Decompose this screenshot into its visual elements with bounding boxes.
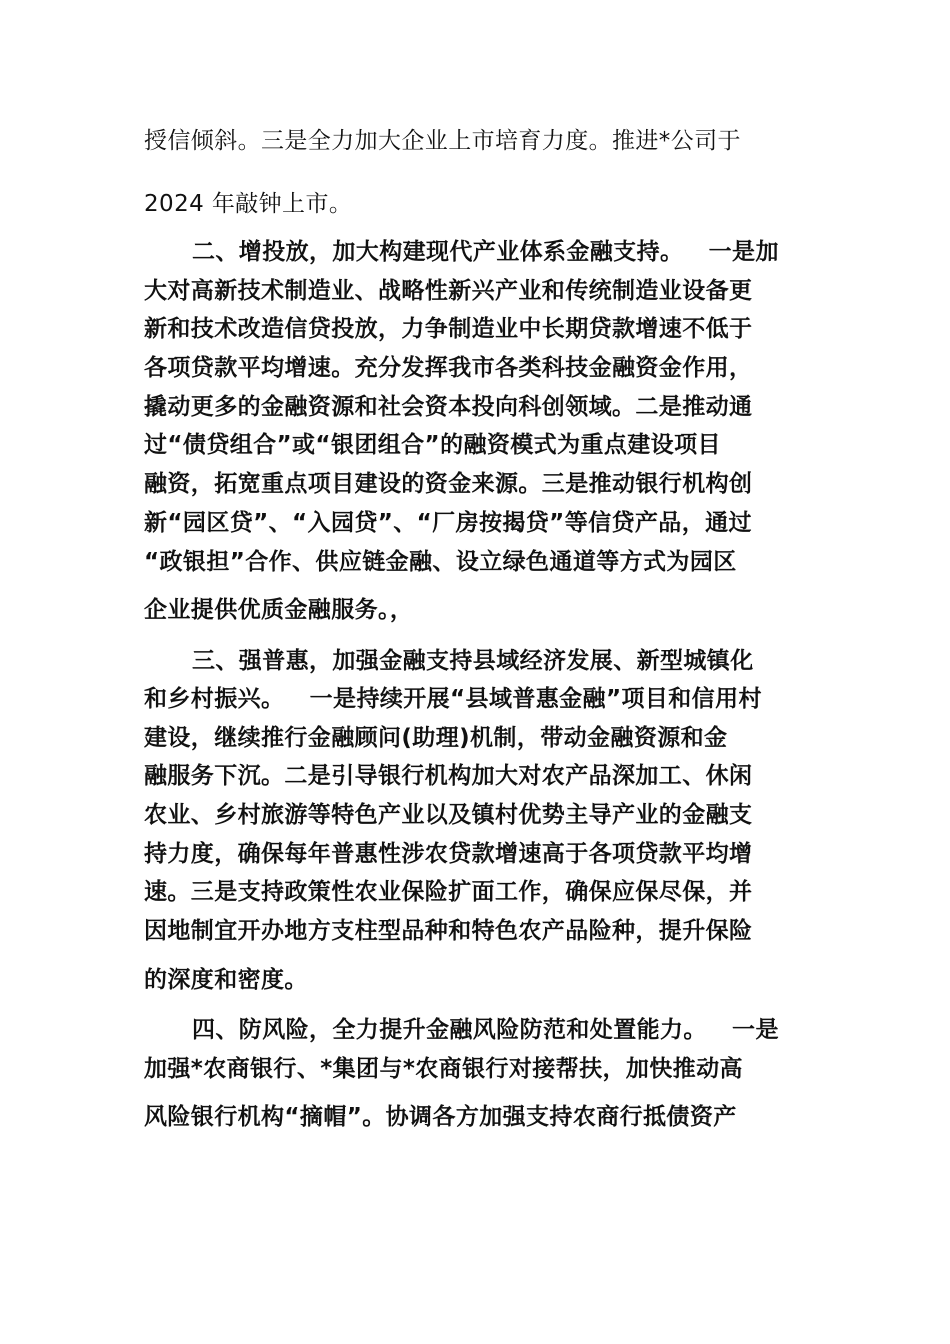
paragraph-1-line-1: 授信倾斜。三是全力加大企业上市培育力度。推进*公司于 [144, 128, 741, 154]
section-4-heading: 四、防风险，全力提升金融风险防范和处置能力。 [192, 1017, 707, 1043]
paragraph-2-line-5: 撬动更多的金融资源和社会资本投向科创领域。二是推动通 [144, 394, 753, 420]
paragraph-2-line-3: 新和技术改造信贷投放，力争制造业中长期贷款增速不低于 [144, 316, 753, 342]
paragraph-3-line-3: 建设，继续推行金融顾问(助理)机制，带动金融资源和金 [144, 725, 728, 751]
paragraph-4-line-3: 风险银行机构“摘帽”。协调各方加强支持农商行抵债资产 [144, 1104, 737, 1130]
section-3-heading-end: 和乡村振兴。 [144, 686, 285, 712]
paragraph-2-line-10: 企业提供优质金融服务。， [144, 597, 414, 623]
paragraph-2-line-7: 融资，拓宽重点项目建设的资金来源。三是推动银行机构创 [144, 471, 753, 497]
paragraph-2-line-8: 新“园区贷”、“入园贷”、“厂房按揭贷”等信贷产品，通过 [144, 510, 752, 536]
paragraph-2-line-1 [192, 236, 814, 268]
paragraph-4-line-1 [192, 1014, 814, 1046]
paragraph-3-line-4: 融服务下沉。二是引导银行机构加大对农产品深加工、休闲 [144, 763, 753, 789]
paragraph-3-line-2-text: 一是持续开展“县域普惠金融”项目和信用村 [309, 686, 762, 712]
section-2-heading: 二、增投放，加大构建现代产业体系金融支持。 [192, 239, 684, 265]
paragraph-3-line-5: 农业、乡村旅游等特色产业以及镇村优势主导产业的金融支 [144, 802, 753, 828]
paragraph-4-line-1-text: 一是 [732, 1017, 779, 1043]
paragraph-2-line-1-text: 一是加 [708, 239, 779, 265]
paragraph-1-line-2: 2024 年敲钟上市。 [144, 191, 353, 217]
paragraph-2-line-2: 大对高新技术制造业、战略性新兴产业和传统制造业设备更 [144, 278, 753, 304]
paragraph-3-line-6: 持力度，确保每年普惠性涉农贷款增速高于各项贷款平均增 [144, 841, 753, 867]
paragraph-3-line-7: 速。三是支持政策性农业保险扩面工作，确保应保尽保，并 [144, 879, 753, 905]
paragraph-4-line-2: 加强*农商银行、*集团与*农商银行对接帮扶，加快推动高 [144, 1056, 743, 1082]
paragraph-3-line-9: 的深度和密度。 [144, 967, 308, 993]
paragraph-2-line-6: 过“债贷组合”或“银团组合”的融资模式为重点建设项目 [144, 432, 721, 458]
section-3-heading: 三、强普惠，加强金融支持县域经济发展、新型城镇化 [192, 648, 754, 674]
paragraph-3-line-8: 因地制宜开办地方支柱型品种和特色农产品险种，提升保险 [144, 918, 753, 944]
paragraph-2-line-9: “政银担”合作、供应链金融、设立绿色通道等方式为园区 [144, 549, 737, 575]
paragraph-3-line-2 [144, 683, 814, 715]
paragraph-2-line-4: 各项贷款平均增速。充分发挥我市各类科技金融资金作用， [144, 355, 753, 381]
